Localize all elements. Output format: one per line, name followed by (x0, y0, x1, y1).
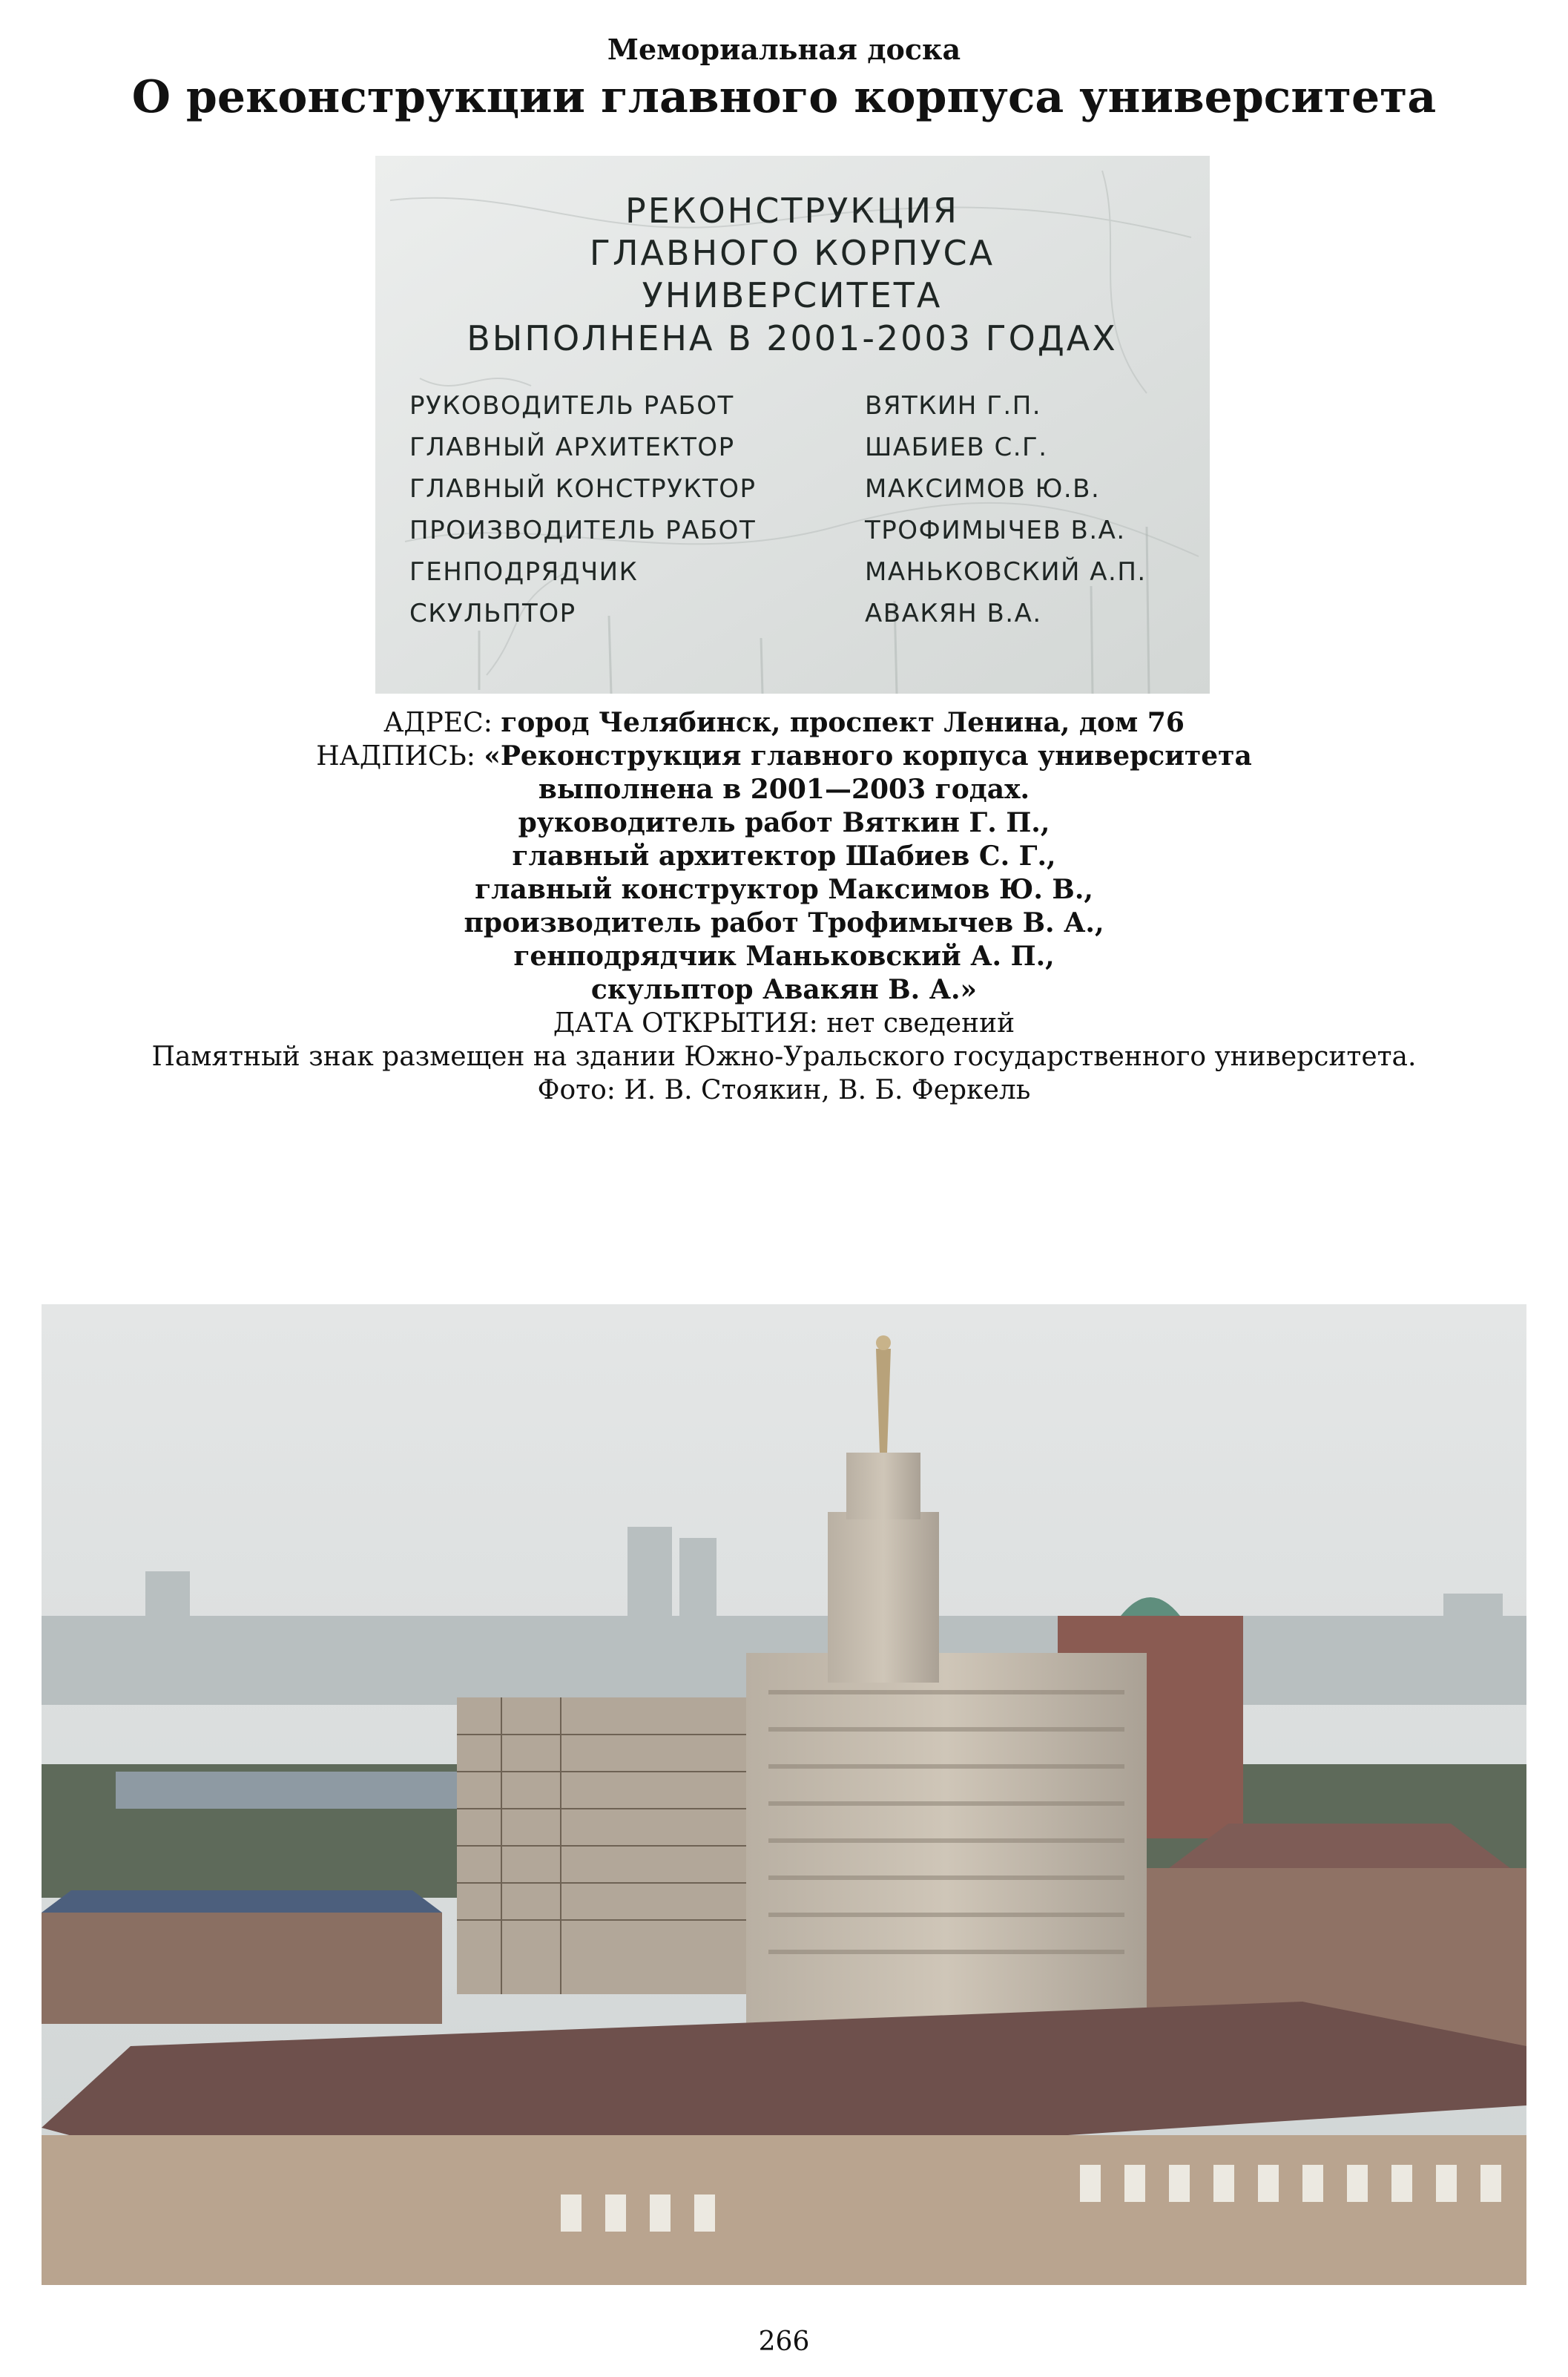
opening-label: ДАТА ОТКРЫТИЯ: (553, 1008, 818, 1039)
plaque-role: РУКОВОДИТЕЛЬ РАБОТ (409, 391, 734, 421)
plaque-name: ВЯТКИН Г.П. (865, 391, 1042, 421)
university-building-photo (42, 1304, 1526, 2285)
plaque-role: ГЛАВНЫЙ АРХИТЕКТОР (409, 433, 735, 462)
photo-credit: Фото: И. В. Стоякин, В. Б. Феркель (537, 1075, 1031, 1105)
plaque-name: АВАКЯН В.А. (865, 599, 1042, 628)
inscription-label: НАДПИСЬ: (316, 741, 475, 772)
address-value: город Челябинск, проспект Ленина, дом 76 (501, 707, 1185, 738)
opening-value: нет сведений (826, 1008, 1015, 1039)
stadium (116, 1772, 472, 1809)
page-number: 266 (758, 2327, 810, 2357)
right-roof (1169, 1824, 1510, 1868)
address-line (0, 706, 1568, 740)
plaque-role: СКУЛЬПТОР (409, 599, 576, 628)
inscription-text-line: производитель работ Трофимычев В. А., (464, 907, 1104, 938)
foreground-facade (42, 2135, 1526, 2285)
plaque-role: ПРОИЗВОДИТЕЛЬ РАБОТ (409, 516, 757, 545)
tower-top (846, 1453, 920, 1519)
page-title: О реконструкции главного корпуса университета (131, 71, 1437, 123)
inscription-text-line: главный архитектор Шабиев С. Г., (512, 841, 1056, 872)
plaque-name: МАКСИМОВ Ю.В. (865, 474, 1101, 504)
plaque-heading-line-2: ГЛАВНОГО КОРПУСА (589, 233, 995, 273)
left-low-building (42, 1913, 442, 2024)
location-note: Памятный знак размещен на здании Южно-Уральского государственного университета. (151, 1042, 1417, 1072)
tower-middle (828, 1512, 939, 1683)
plaque-heading-line-1: РЕКОНСТРУКЦИЯ (625, 191, 959, 231)
plaque-heading-line-3: УНИВЕРСИТЕТА (642, 275, 943, 315)
plaque-photo (375, 156, 1210, 694)
address-label: АДРЕС: (383, 708, 493, 738)
plaque-role: ГЛАВНЫЙ КОНСТРУКТОР (409, 474, 757, 504)
inscription-text-line: руководитель работ Вяткин Г. П., (518, 807, 1050, 838)
inscription-text-line: генподрядчик Маньковский А. П., (513, 941, 1055, 972)
plaque-name: ШАБИЕВ С.Г. (865, 433, 1048, 462)
inscription-text-line: выполнена в 2001—2003 годах. (538, 774, 1030, 805)
plaque-name: МАНЬКОВСКИЙ А.П. (865, 557, 1147, 587)
plaque-role: ГЕНПОДРЯДЧИК (409, 557, 639, 587)
opening-date-line (0, 1007, 1568, 1040)
central-building (746, 1653, 1147, 2039)
inscription-text-line: скульптор Авакян В. А.» (590, 974, 978, 1005)
inscription-text-line: главный конструктор Максимов Ю. В., (475, 874, 1093, 905)
inscription-line (0, 740, 1568, 773)
plaque-heading-line-4: ВЫПОЛНЕНА В 2001-2003 ГОДАХ (467, 318, 1118, 358)
spire-star (876, 1335, 891, 1350)
plaque-name: ТРОФИМЫЧЕВ В.А. (865, 516, 1126, 545)
inscription-text-line: «Реконструкция главного корпуса университета (484, 740, 1252, 772)
blue-roof-left (42, 1890, 442, 1913)
caption-block (0, 706, 1568, 1107)
page-supertitle: Мемориальная доска (607, 33, 961, 66)
